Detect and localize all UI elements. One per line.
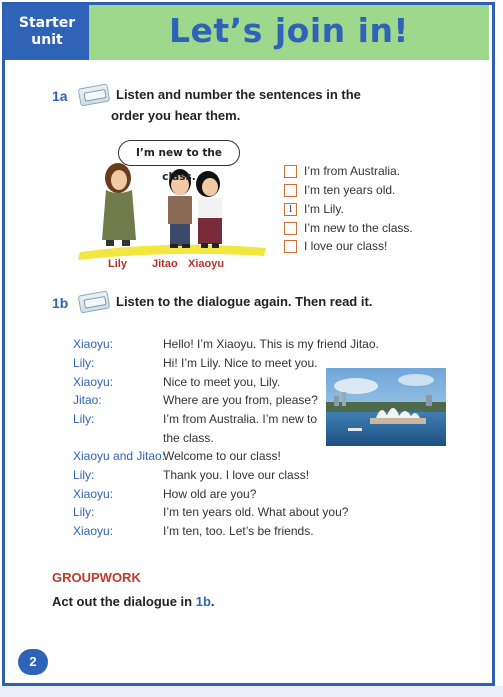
bottom-strip — [0, 686, 503, 697]
exercise-1a-instruction-line1: Listen and number the sentences in the — [116, 87, 361, 102]
checklist-item — [284, 200, 344, 218]
unit-tab — [5, 5, 89, 60]
answer-checkbox[interactable]: 1 — [284, 203, 297, 216]
answer-checkbox[interactable] — [284, 222, 297, 235]
dialogue-speaker: Lily: — [73, 505, 95, 519]
lily-figure — [102, 163, 136, 246]
exercise-1b-number: 1b — [52, 295, 69, 311]
speech-bubble: I’m new to the class. — [118, 140, 240, 166]
answer-checkbox[interactable] — [284, 184, 297, 197]
dialogue-line: I’m from Australia. I’m new to — [163, 412, 318, 426]
page-title: Let’s join in! — [169, 11, 409, 50]
dialogue-speaker: Xiaoyu: — [73, 487, 114, 501]
exercise-1b-instruction: Listen to the dialogue again. Then read it. — [116, 294, 373, 309]
dialogue-line: Welcome to our class! — [163, 449, 281, 463]
dialogue-speaker: Lily: — [73, 412, 95, 426]
dialogue-speaker: Xiaoyu: — [73, 524, 114, 538]
dialogue-line: Hello! I’m Xiaoyu. This is my friend Jitao. — [163, 337, 379, 351]
xiaoyu-figure — [196, 171, 222, 248]
name-label-xiaoyu: Xiaoyu — [188, 258, 225, 270]
groupwork-ref: 1b — [195, 594, 211, 609]
dialogue-speaker: Jitao: — [73, 393, 102, 407]
dialogue-speaker: Xiaoyu: — [73, 375, 114, 389]
checklist-item — [284, 237, 387, 255]
dialogue-speaker: Xiaoyu: — [73, 337, 114, 351]
answer-checkbox[interactable] — [284, 240, 297, 253]
dialogue-speaker: Lily: — [73, 468, 95, 482]
dialogue-line: Where are you from, please? — [163, 393, 318, 407]
dialogue-line: Hi! I’m Lily. Nice to meet you. — [163, 356, 318, 370]
sydney-opera-house-photo — [326, 368, 446, 446]
unit-tab-line2: unit — [31, 32, 63, 48]
title-band — [89, 5, 489, 60]
checklist-text: I’m from Australia. — [304, 164, 401, 178]
exercise-1a-instruction-line2: order you hear them. — [111, 108, 241, 123]
dialogue-line: I’m ten years old. What about you? — [163, 505, 349, 519]
checklist-item — [284, 162, 400, 180]
dialogue-speaker: Lily: — [73, 356, 95, 370]
dialogue-line: the class. — [163, 431, 214, 445]
name-label-lily: Lily — [108, 258, 127, 270]
checklist-text: I’m Lily. — [304, 202, 344, 216]
checklist-item — [284, 219, 413, 237]
dialogue-line: Thank you. I love our class! — [163, 468, 310, 482]
unit-tab-line1: Starter — [18, 15, 76, 31]
name-label-jitao: Jitao — [152, 258, 178, 270]
groupwork-instruction — [52, 594, 215, 609]
groupwork-end: . — [210, 594, 215, 609]
checklist-text: I’m new to the class. — [304, 221, 413, 235]
dialogue-speaker: Xiaoyu and Jitao: — [73, 449, 166, 463]
exercise-1a-number: 1a — [52, 88, 68, 104]
dialogue-line: Nice to meet you, Lily. — [163, 375, 281, 389]
checklist-text: I’m ten years old. — [304, 183, 396, 197]
groupwork-heading: GROUPWORK — [52, 570, 141, 585]
checklist-text: I love our class! — [304, 239, 388, 253]
groupwork-text: Act out the dialogue in — [52, 594, 193, 609]
answer-checkbox[interactable] — [284, 165, 297, 178]
dialogue-line: I’m ten, too. Let’s be friends. — [163, 524, 314, 538]
page-number: 2 — [18, 649, 48, 675]
checklist-item — [284, 181, 395, 199]
dialogue-line: How old are you? — [163, 487, 257, 501]
